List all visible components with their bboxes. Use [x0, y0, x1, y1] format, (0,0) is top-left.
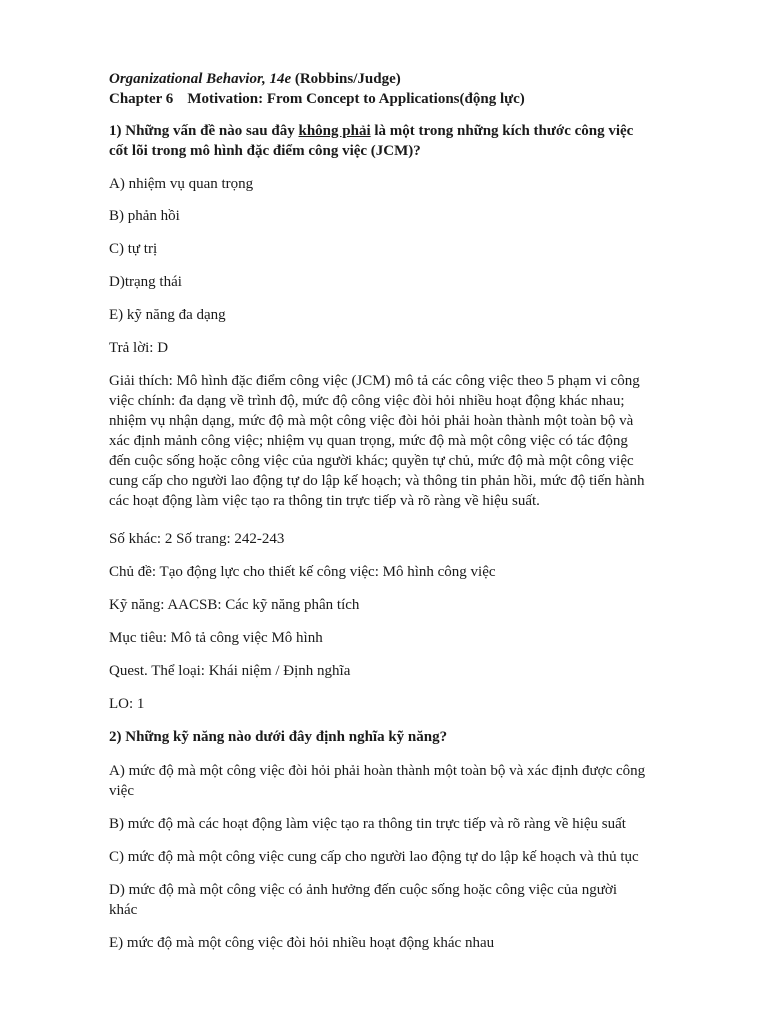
option-line: D) mức độ mà một công việc có ảnh hưởng đến cuộc sống hoặc công việc của người	[109, 882, 618, 898]
question-1-option-b: B) phản hồi	[109, 208, 180, 224]
option-line: việc	[109, 783, 134, 799]
question-1-option-c: C) tự trị	[109, 241, 158, 257]
question-1-option-d: D)trạng thái	[109, 274, 182, 290]
question-2-option-d	[109, 880, 729, 920]
question-2-option-e: E) mức độ mà một công việc đòi hỏi nhiều hoạt động khác nhau	[109, 935, 495, 951]
question-1-stem-part: Những vấn đề nào sau đây	[125, 123, 299, 139]
question-1-meta-category: Quest. Thể loại: Khái niệm / Định nghĩa	[109, 663, 351, 679]
explanation-line: các hoạt động làm việc tạo ra thông tin trực tiếp và rõ ràng về hiệu suất.	[109, 493, 540, 509]
chapter-label: Chapter 6	[109, 91, 174, 107]
explanation-line: nhiệm vụ nhận dạng, mức độ mà một công việc đòi hỏi phải hoàn thành một toàn bộ và	[109, 413, 634, 429]
question-1-stem	[109, 121, 709, 161]
chapter-title: Motivation: From Concept to Applications(động lực)	[187, 91, 525, 107]
question-1-emphasis: không phải	[298, 123, 371, 139]
question-1-answer: Trả lời: D	[109, 340, 169, 356]
explanation-line: cung cấp cho người lao động tự do lập kế hoạch; và thông tin phản hồi, mức độ tiến hành	[109, 473, 645, 489]
question-2-option-c: C) mức độ mà một công việc cung cấp cho người lao động tự do lập kế hoạch và thủ tục	[109, 849, 639, 865]
question-2-stem: 2) Những kỹ năng nào dưới đây định nghĩa kỹ năng?	[109, 729, 448, 745]
question-1-stem-part: là một trong những kích thước công việc	[370, 123, 634, 139]
book-authors: (Robbins/Judge)	[291, 71, 401, 87]
book-header	[109, 69, 709, 89]
explanation-line: Giải thích: Mô hình đặc điểm công việc (JCM) mô tả các công việc theo 5 phạm vi công	[109, 373, 640, 389]
explanation-line: đến cuộc sống hoặc công việc của người khác; quyền tự chủ, mức độ mà một công việc	[109, 453, 634, 469]
chapter-header	[109, 89, 709, 109]
option-line: A) mức độ mà một công việc đòi hỏi phải hoàn thành một toàn bộ và xác định được công	[109, 763, 646, 779]
question-1-number: 1)	[109, 123, 126, 139]
question-1-meta-objective: Mục tiêu: Mô tả công việc Mô hình	[109, 630, 323, 646]
explanation-line: việc chính: đa dạng về trình độ, mức độ công việc đòi hỏi nhiều hoạt động khác nhau;	[109, 393, 625, 409]
question-1-meta-pages: Số khác: 2 Số trang: 242-243	[109, 531, 285, 547]
option-line: khác	[109, 902, 138, 918]
question-2-option-a	[109, 761, 729, 801]
question-1-explanation	[109, 371, 729, 511]
question-1-option-a: A) nhiệm vụ quan trọng	[109, 176, 254, 192]
question-1-meta-skill: Kỹ năng: AACSB: Các kỹ năng phân tích	[109, 597, 360, 613]
question-1-meta-topic: Chủ đề: Tạo động lực cho thiết kế công việc: Mô hình công việc	[109, 564, 496, 580]
question-1-stem-line2: cốt lõi trong mô hình đặc điểm công việc (JCM)?	[109, 143, 421, 159]
book-title: Organizational Behavior, 14e	[109, 71, 292, 87]
question-2-option-b: B) mức độ mà các hoạt động làm việc tạo ra thông tin trực tiếp và rõ ràng về hiệu suất	[109, 816, 626, 832]
question-1-meta-lo: LO: 1	[109, 696, 145, 712]
explanation-line: xác định mảnh công việc; nhiệm vụ quan trọng, mức độ mà một công việc có tác động	[109, 433, 628, 449]
question-1-option-e: E) kỹ năng đa dạng	[109, 307, 226, 323]
